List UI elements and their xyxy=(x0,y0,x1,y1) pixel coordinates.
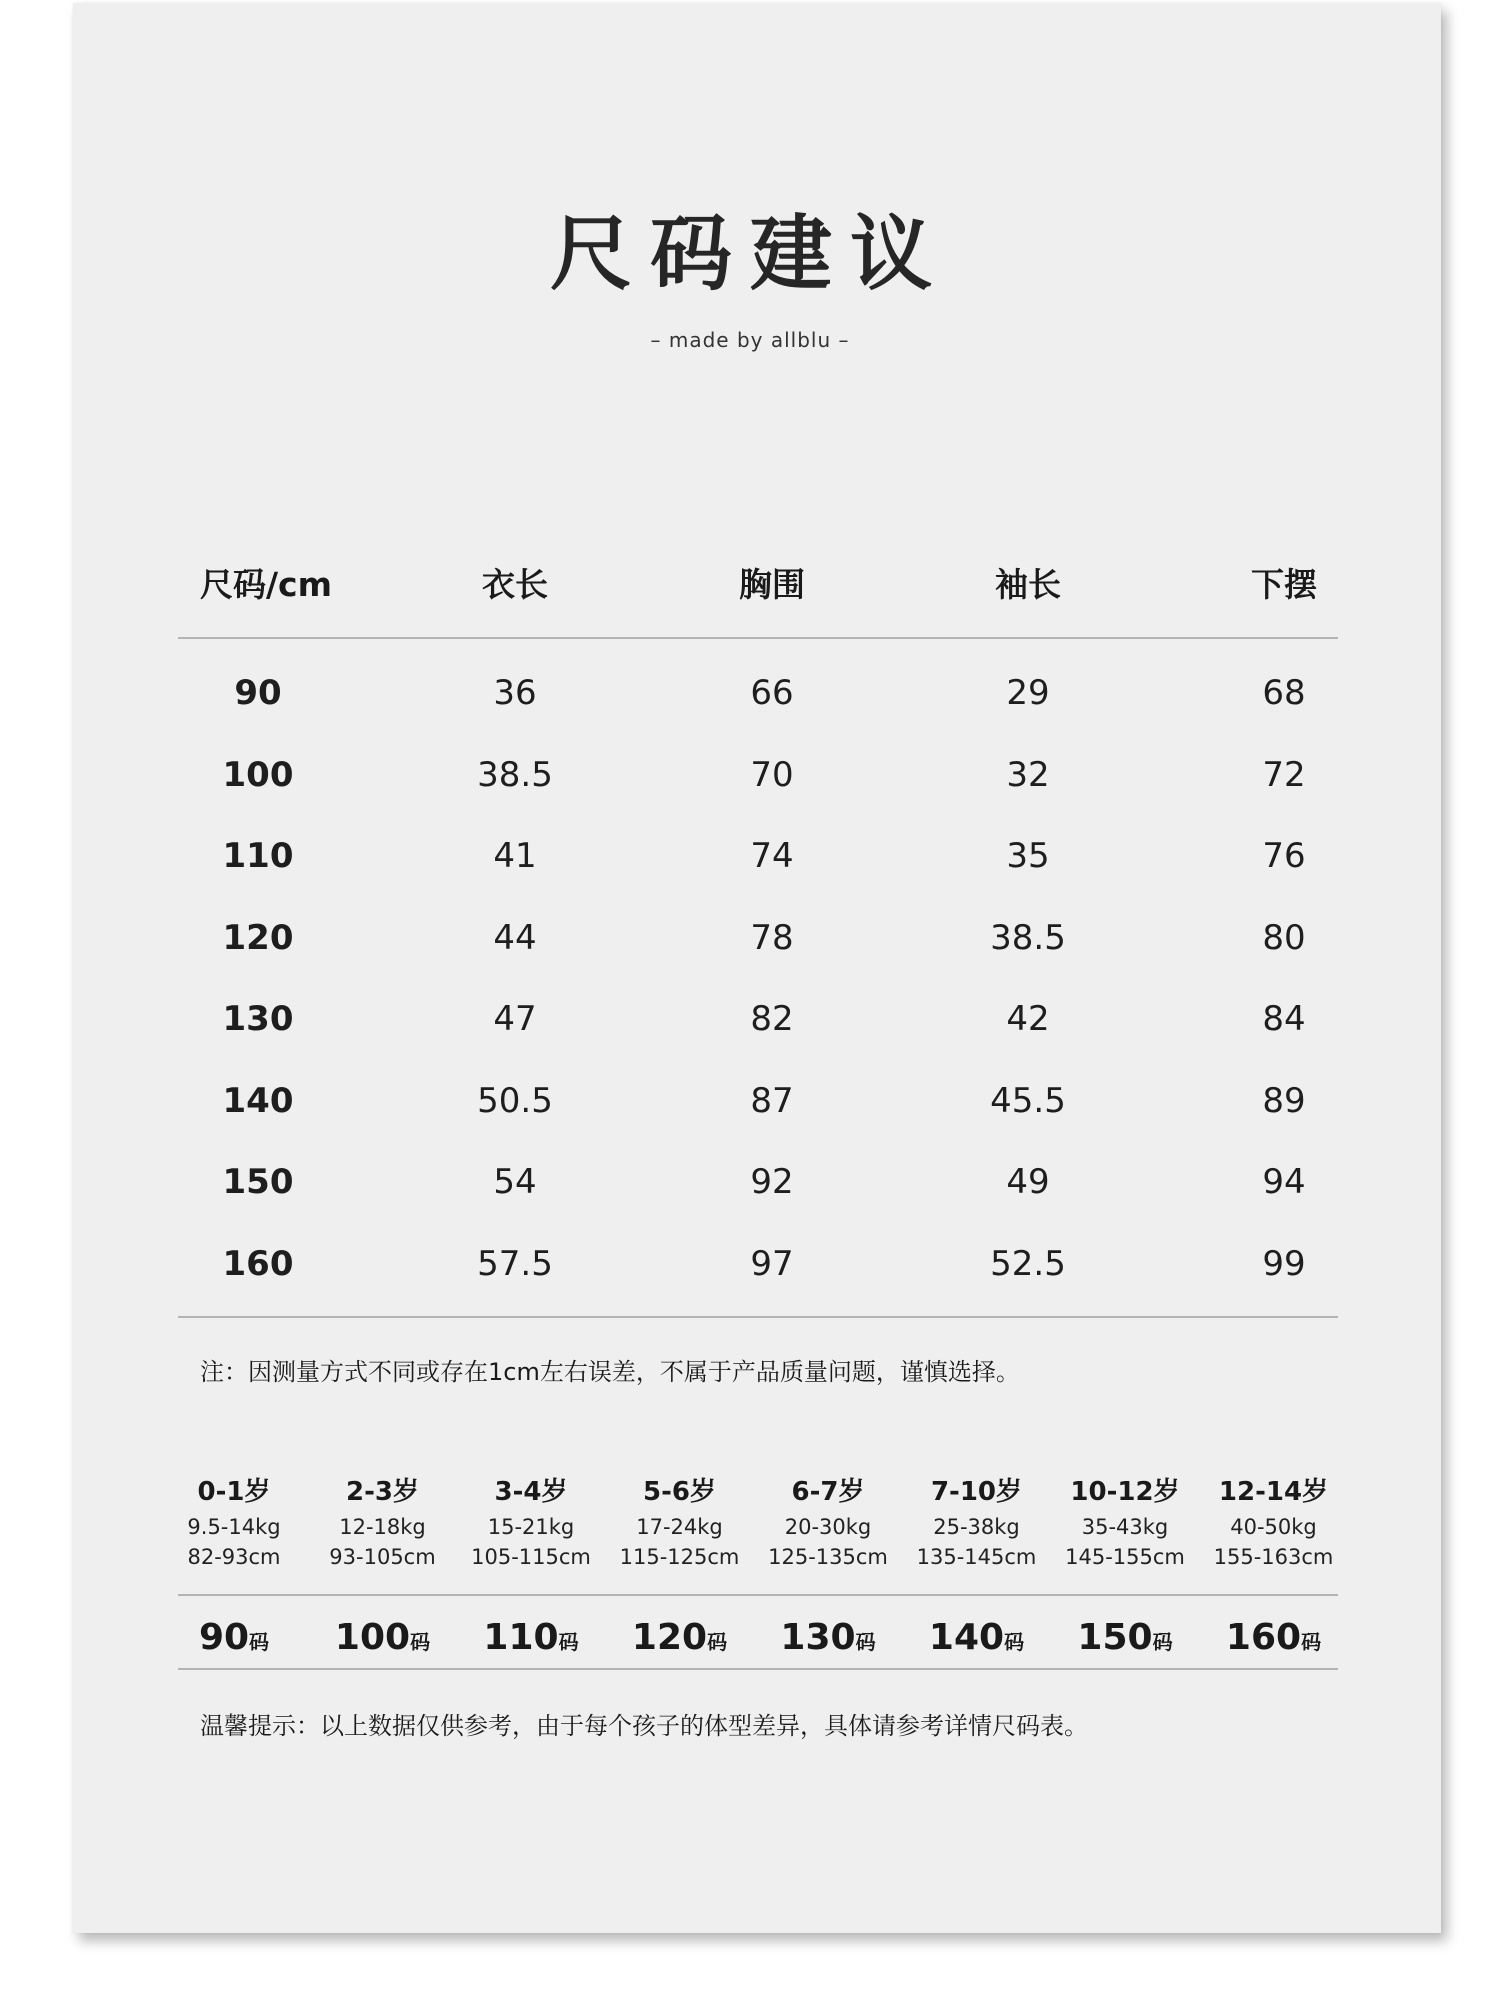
age-column xyxy=(903,1472,1051,1572)
weight-range: 25-38kg xyxy=(933,1515,1020,1539)
table-row xyxy=(0,1152,1500,1212)
age-column xyxy=(309,1472,457,1572)
table-row xyxy=(0,1071,1500,1131)
page-subtitle: – made by allblu – xyxy=(650,328,850,352)
cell-length: 54 xyxy=(493,1162,537,1202)
cell-hem: 72 xyxy=(1262,754,1306,795)
cell-hem: 99 xyxy=(1262,1243,1306,1284)
cell-sleeve: 45.5 xyxy=(990,1080,1066,1121)
cell-size: 90 xyxy=(234,673,282,713)
cell-chest: 87 xyxy=(750,1080,794,1121)
weight-range: 15-21kg xyxy=(487,1515,575,1539)
height-range: 145-155cm xyxy=(1065,1545,1185,1569)
page-title: 尺码建议 xyxy=(549,207,950,302)
recommended-size xyxy=(309,1610,457,1666)
cell-sleeve: 42 xyxy=(1006,999,1050,1039)
age-guide-divider xyxy=(178,1594,1338,1596)
cell-size: 100 xyxy=(222,754,294,795)
cell-hem: 68 xyxy=(1262,673,1306,713)
size-unit: 码 xyxy=(1301,1630,1322,1654)
recommended-size xyxy=(1051,1610,1199,1666)
height-range: 105-115cm xyxy=(471,1545,591,1569)
size-unit: 码 xyxy=(1152,1630,1173,1654)
table-row xyxy=(0,826,1500,886)
weight-range: 9.5-14kg xyxy=(187,1515,281,1539)
cell-sleeve: 32 xyxy=(1006,754,1050,795)
size-number: 130 xyxy=(780,1617,856,1658)
cell-sleeve: 35 xyxy=(1006,836,1050,876)
size-number: 90 xyxy=(198,1617,250,1658)
size-number: 120 xyxy=(631,1617,708,1658)
age-range: 0-1岁 xyxy=(197,1477,271,1507)
recommended-size xyxy=(903,1610,1051,1666)
header-size: 尺码/cm xyxy=(200,565,332,604)
table-row xyxy=(0,663,1500,723)
cell-sleeve: 49 xyxy=(1006,1162,1050,1202)
cell-length: 50.5 xyxy=(477,1080,553,1121)
size-unit: 码 xyxy=(410,1630,431,1654)
size-unit: 码 xyxy=(558,1630,579,1654)
cell-hem: 76 xyxy=(1262,836,1306,876)
table-header-divider xyxy=(178,637,1338,639)
header-sleeve: 袖长 xyxy=(995,565,1061,604)
warm-tip: 温馨提示：以上数据仅供参考，由于每个孩子的体型差异，具体请参考详情尺码表。 xyxy=(200,1712,1088,1740)
cell-length: 47 xyxy=(493,999,537,1039)
cell-chest: 74 xyxy=(750,836,794,876)
header-length: 衣长 xyxy=(482,565,548,604)
size-number: 110 xyxy=(483,1617,559,1658)
size-number: 150 xyxy=(1077,1617,1153,1658)
recommended-size xyxy=(754,1610,902,1666)
age-guide-bottom-divider xyxy=(178,1668,1338,1670)
table-row xyxy=(0,745,1500,805)
age-range: 3-4岁 xyxy=(494,1477,568,1507)
recommended-size xyxy=(606,1610,754,1666)
header-hem: 下摆 xyxy=(1251,565,1317,604)
cell-length: 36 xyxy=(493,673,537,713)
age-range: 6-7岁 xyxy=(791,1477,865,1507)
cell-sleeve: 52.5 xyxy=(990,1243,1066,1284)
age-column xyxy=(606,1472,754,1572)
height-range: 82-93cm xyxy=(187,1545,281,1569)
height-range: 115-125cm xyxy=(619,1545,740,1569)
cell-chest: 97 xyxy=(750,1243,794,1284)
height-range: 155-163cm xyxy=(1213,1545,1334,1569)
size-unit: 码 xyxy=(707,1630,728,1654)
cell-length: 57.5 xyxy=(477,1243,553,1284)
age-column xyxy=(1200,1472,1348,1572)
age-column xyxy=(1051,1472,1199,1572)
weight-range: 35-43kg xyxy=(1081,1515,1169,1539)
cell-length: 38.5 xyxy=(477,754,553,795)
cell-chest: 78 xyxy=(750,917,794,958)
size-unit: 码 xyxy=(249,1630,270,1654)
size-number: 160 xyxy=(1225,1617,1302,1658)
cell-hem: 80 xyxy=(1262,917,1306,958)
size-unit: 码 xyxy=(855,1630,876,1654)
cell-size: 140 xyxy=(222,1080,294,1121)
cell-length: 41 xyxy=(493,836,537,876)
age-column xyxy=(160,1472,308,1572)
age-range: 10-12岁 xyxy=(1070,1477,1180,1507)
cell-chest: 82 xyxy=(750,999,794,1039)
age-range: 12-14岁 xyxy=(1218,1477,1329,1507)
height-range: 135-145cm xyxy=(916,1545,1037,1569)
weight-range: 17-24kg xyxy=(636,1515,723,1539)
cell-hem: 89 xyxy=(1262,1080,1306,1121)
cell-chest: 70 xyxy=(750,754,794,795)
cell-chest: 66 xyxy=(750,673,794,713)
cell-hem: 94 xyxy=(1262,1162,1306,1202)
table-bottom-divider xyxy=(178,1316,1338,1318)
weight-range: 12-18kg xyxy=(339,1515,426,1539)
header-chest: 胸围 xyxy=(739,565,805,604)
table-row xyxy=(0,908,1500,968)
age-range: 2-3岁 xyxy=(346,1477,419,1507)
cell-size: 130 xyxy=(222,999,294,1039)
age-column xyxy=(457,1472,605,1572)
height-range: 125-135cm xyxy=(768,1545,888,1569)
measurement-note: 注：因测量方式不同或存在1cm左右误差，不属于产品质量问题，谨慎选择。 xyxy=(200,1358,1020,1386)
age-range: 5-6岁 xyxy=(643,1477,716,1507)
recommended-size xyxy=(160,1610,308,1666)
weight-range: 40-50kg xyxy=(1230,1515,1317,1539)
cell-size: 150 xyxy=(222,1162,294,1202)
cell-size: 110 xyxy=(222,836,294,876)
cell-chest: 92 xyxy=(750,1162,794,1202)
size-number: 140 xyxy=(928,1617,1005,1658)
table-row xyxy=(0,989,1500,1049)
weight-range: 20-30kg xyxy=(784,1515,872,1539)
recommended-size xyxy=(457,1610,605,1666)
age-column xyxy=(754,1472,902,1572)
recommended-size xyxy=(1200,1610,1348,1666)
height-range: 93-105cm xyxy=(329,1545,436,1569)
cell-sleeve: 29 xyxy=(1006,673,1050,713)
age-range: 7-10岁 xyxy=(930,1477,1023,1507)
size-unit: 码 xyxy=(1004,1630,1025,1654)
cell-size: 160 xyxy=(222,1243,294,1284)
cell-sleeve: 38.5 xyxy=(990,917,1066,958)
size-number: 100 xyxy=(334,1617,411,1658)
cell-hem: 84 xyxy=(1262,999,1306,1039)
table-row xyxy=(0,1234,1500,1294)
cell-size: 120 xyxy=(222,917,294,958)
cell-length: 44 xyxy=(493,917,537,958)
